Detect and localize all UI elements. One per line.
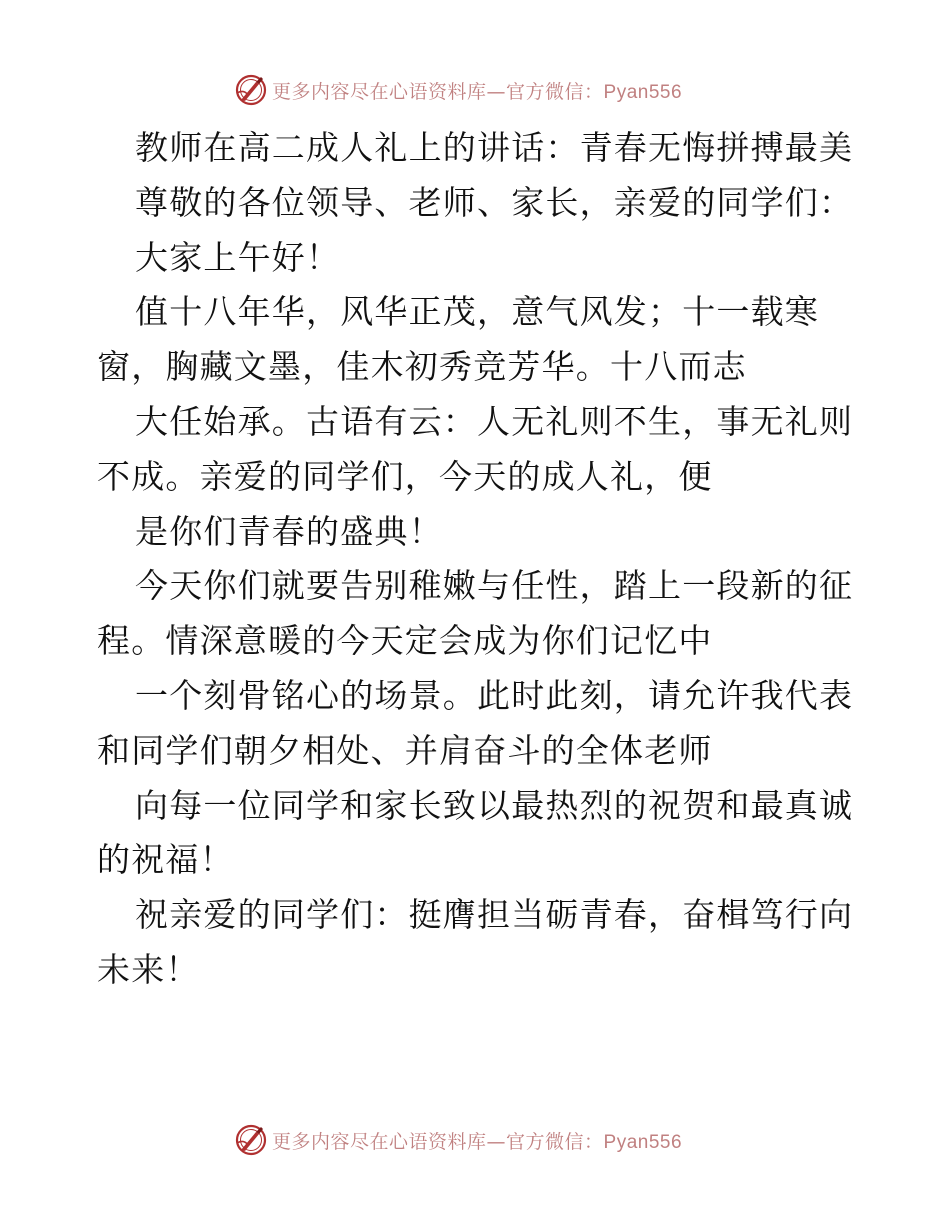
text-line: 不成。亲爱的同学们，今天的成人礼，便	[97, 456, 713, 496]
banner-text	[272, 1127, 682, 1154]
text-line: 一个刻骨铭心的场景。此时此刻，请允许我代表	[135, 675, 854, 715]
banner-cn: 更多内容尽在心语资料库—官方微信：	[272, 80, 604, 103]
text-line: 祝亲爱的同学们：挺膺担当砺青春，奋楫笃行向	[135, 895, 854, 935]
text-line: 窗，胸藏文墨，佳木初秀竞芳华。十八而志	[97, 347, 747, 387]
banner-wechat-id: Pyan556	[603, 1131, 683, 1153]
quill-pen-seal-icon	[234, 73, 268, 107]
footer-banner	[234, 1122, 734, 1158]
header-banner	[234, 72, 734, 108]
text-line: 是你们青春的盛典！	[135, 511, 443, 551]
banner-text	[272, 77, 682, 104]
text-line: 向每一位同学和家长致以最热烈的祝贺和最真诚	[135, 785, 854, 825]
speech-salutation: 尊敬的各位领导、老师、家长，亲爱的同学们：	[135, 182, 854, 222]
quill-pen-seal-icon	[234, 1123, 268, 1157]
text-line: 程。情深意暖的今天定会成为你们记忆中	[97, 621, 713, 661]
speech-title: 教师在高二成人礼上的讲话：青春无悔拼搏最美	[135, 128, 854, 167]
text-line: 今天你们就要告别稚嫩与任性，踏上一段新的征	[135, 566, 854, 606]
banner-cn: 更多内容尽在心语资料库—官方微信：	[272, 1130, 604, 1153]
text-line: 的祝福！	[97, 840, 234, 880]
text-line: 和同学们朝夕相处、并肩奋斗的全体老师	[97, 730, 713, 770]
text-line: 未来！	[97, 949, 200, 989]
text-line: 大任始承。古语有云：人无礼则不生，事无礼则	[135, 401, 854, 441]
text-line: 值十八年华，风华正茂，意气风发；十一载寒	[135, 292, 819, 332]
banner-wechat-id: Pyan556	[603, 81, 683, 103]
speech-greeting: 大家上午好！	[135, 237, 341, 277]
speech-body	[97, 121, 857, 998]
